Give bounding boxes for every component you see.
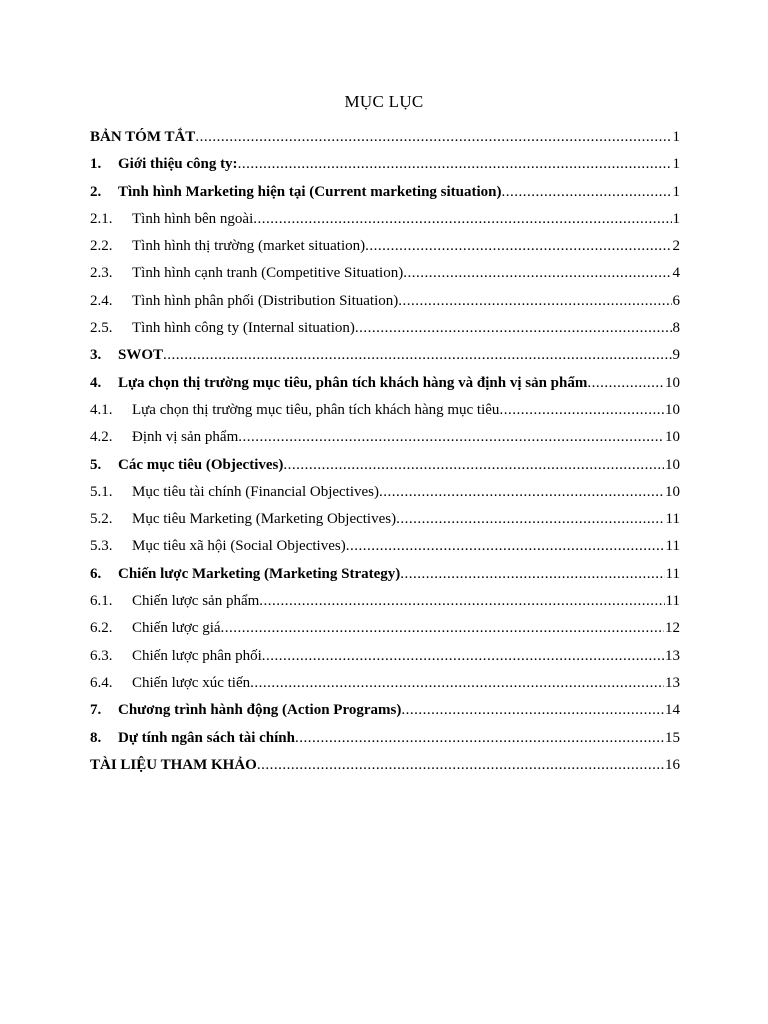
toc-dot-leader xyxy=(398,288,671,315)
toc-entry-page-number: 9 xyxy=(672,347,680,364)
toc-entry[interactable] xyxy=(90,124,680,151)
toc-entry-number: 7. xyxy=(90,702,102,719)
table-of-contents xyxy=(90,124,680,779)
toc-entry-page-number: 10 xyxy=(665,401,680,418)
toc-entry-label: Chiến lược Marketing (Marketing Strategy) xyxy=(118,565,401,582)
toc-entry-number: 5.3. xyxy=(90,538,113,555)
toc-entry-page-number: 8 xyxy=(672,320,680,337)
toc-entry[interactable] xyxy=(90,588,680,615)
toc-entry-number: 4. xyxy=(90,374,102,391)
toc-dot-leader xyxy=(262,643,664,670)
toc-entry-label: Tình hình cạnh tranh (Competitive Situation) xyxy=(132,265,404,282)
toc-entry[interactable] xyxy=(90,397,680,424)
toc-entry[interactable] xyxy=(90,615,680,642)
toc-entry-page-number: 4 xyxy=(672,265,680,282)
toc-entry-label: Tình hình công ty (Internal situation) xyxy=(132,320,355,337)
toc-entry-label: Các mục tiêu (Objectives) xyxy=(118,456,284,473)
toc-dot-leader xyxy=(401,697,664,724)
toc-entry-number: 6.1. xyxy=(90,593,113,610)
toc-entry-label: Chiến lược sản phẩm xyxy=(132,593,260,610)
toc-entry-page-number: 1 xyxy=(672,129,680,145)
toc-entry-page-number: 10 xyxy=(665,429,680,446)
toc-entry-label: BẢN TÓM TẮT xyxy=(90,129,196,145)
toc-entry-label: Mục tiêu xã hội (Social Objectives) xyxy=(132,538,346,555)
toc-entry-page-number: 10 xyxy=(665,456,680,473)
toc-entry-page-number: 15 xyxy=(665,729,680,746)
toc-entry[interactable] xyxy=(90,533,680,560)
toc-entry-number: 2.5. xyxy=(90,320,113,337)
toc-entry-number: 6.2. xyxy=(90,620,113,637)
toc-entry[interactable] xyxy=(90,151,680,178)
toc-dot-leader xyxy=(346,533,665,560)
toc-entry[interactable] xyxy=(90,370,680,397)
toc-entry[interactable] xyxy=(90,260,680,287)
toc-dot-leader xyxy=(250,670,664,697)
toc-entry-page-number: 14 xyxy=(665,702,680,719)
toc-entry-label: Mục tiêu tài chính (Financial Objectives) xyxy=(132,483,380,500)
toc-entry-page-number: 12 xyxy=(665,620,680,637)
toc-entry-label: SWOT xyxy=(118,347,164,364)
toc-entry-number: 4.1. xyxy=(90,401,113,418)
toc-dot-leader xyxy=(379,479,664,506)
toc-entry[interactable] xyxy=(90,342,680,369)
toc-entry-number: 2.3. xyxy=(90,265,113,282)
toc-entry[interactable] xyxy=(90,697,680,724)
toc-entry-number: 5.2. xyxy=(90,511,113,528)
toc-title: MỤC LỤC xyxy=(344,92,424,111)
toc-dot-leader xyxy=(238,151,672,178)
toc-entry-label: Tình hình Marketing hiện tại (Current marketing situation) xyxy=(118,183,502,200)
toc-dot-leader xyxy=(295,725,664,752)
toc-entry-label: Dự tính ngân sách tài chính xyxy=(118,729,295,746)
toc-entry[interactable] xyxy=(90,670,680,697)
toc-entry[interactable] xyxy=(90,288,680,315)
toc-entry[interactable] xyxy=(90,506,680,533)
toc-dot-leader xyxy=(283,452,664,479)
toc-entry-number: 6. xyxy=(90,565,102,582)
toc-dot-leader xyxy=(365,233,671,260)
toc-entry-page-number: 10 xyxy=(665,374,680,391)
toc-entry[interactable] xyxy=(90,233,680,260)
toc-entry-label: Giới thiệu công ty: xyxy=(118,156,238,173)
toc-entry[interactable] xyxy=(90,725,680,752)
toc-entry-number: 6.3. xyxy=(90,647,113,664)
toc-dot-leader xyxy=(396,506,664,533)
toc-entry-label: Chương trình hành động (Action Programs) xyxy=(118,702,402,719)
toc-entry-label: Chiến lược xúc tiến xyxy=(132,674,251,691)
toc-entry-label: Chiến lược giá xyxy=(132,620,221,637)
toc-dot-leader xyxy=(259,588,664,615)
toc-entry-label: Mục tiêu Marketing (Marketing Objectives) xyxy=(132,511,397,528)
toc-dot-leader xyxy=(257,752,664,779)
toc-entry[interactable] xyxy=(90,179,680,206)
toc-entry-page-number: 6 xyxy=(672,292,680,309)
toc-dot-leader xyxy=(238,424,664,451)
toc-entry-page-number: 11 xyxy=(665,511,680,528)
toc-dot-leader xyxy=(221,615,664,642)
toc-dot-leader xyxy=(355,315,672,342)
toc-entry-label: Lựa chọn thị trường mục tiêu, phân tích khách hàng và định vị sản phẩm xyxy=(118,374,588,391)
toc-entry-label: Chiến lược phân phối xyxy=(132,647,262,664)
toc-entry-number: 5. xyxy=(90,456,102,473)
toc-entry-number: 4.2. xyxy=(90,429,113,446)
toc-dot-leader xyxy=(195,124,671,151)
toc-dot-leader xyxy=(499,397,664,424)
toc-dot-leader xyxy=(403,260,671,287)
toc-entry-number: 8. xyxy=(90,729,102,746)
toc-entry[interactable] xyxy=(90,561,680,588)
toc-entry-page-number: 1 xyxy=(672,156,680,173)
toc-entry-number: 6.4. xyxy=(90,674,113,691)
toc-entry[interactable] xyxy=(90,643,680,670)
toc-entry[interactable] xyxy=(90,315,680,342)
toc-entry-page-number: 11 xyxy=(665,538,680,555)
toc-dot-leader xyxy=(502,179,672,206)
toc-entry-number: 1. xyxy=(90,156,102,173)
toc-dot-leader xyxy=(400,561,664,588)
toc-entry[interactable] xyxy=(90,452,680,479)
toc-entry-number: 2. xyxy=(90,183,102,200)
toc-entry[interactable] xyxy=(90,479,680,506)
toc-entry[interactable] xyxy=(90,206,680,233)
toc-dot-leader xyxy=(253,206,671,233)
toc-entry-number: 2.4. xyxy=(90,292,113,309)
toc-dot-leader xyxy=(163,342,671,369)
toc-entry-page-number: 2 xyxy=(672,238,680,255)
toc-entry[interactable] xyxy=(90,752,680,779)
toc-dot-leader xyxy=(587,370,664,397)
toc-entry-label: Định vị sản phẩm xyxy=(132,429,239,446)
toc-entry-page-number: 11 xyxy=(665,565,680,582)
toc-entry-number: 2.1. xyxy=(90,210,113,227)
toc-entry-page-number: 1 xyxy=(672,210,680,227)
toc-entry-label: Tình hình bên ngoài xyxy=(132,210,254,227)
toc-entry-page-number: 1 xyxy=(672,183,680,200)
toc-entry[interactable] xyxy=(90,424,680,451)
toc-entry-label: Tình hình phân phối (Distribution Situation) xyxy=(132,292,399,309)
toc-entry-number: 2.2. xyxy=(90,238,113,255)
toc-entry-page-number: 11 xyxy=(665,593,680,610)
toc-entry-page-number: 16 xyxy=(665,756,680,773)
toc-entry-label: TÀI LIỆU THAM KHẢO xyxy=(90,756,257,773)
toc-entry-page-number: 13 xyxy=(665,674,680,691)
toc-entry-number: 3. xyxy=(90,347,102,364)
toc-entry-page-number: 10 xyxy=(665,483,680,500)
toc-entry-label: Lựa chọn thị trường mục tiêu, phân tích khách hàng mục tiêu xyxy=(132,401,500,418)
toc-entry-page-number: 13 xyxy=(665,647,680,664)
toc-entry-number: 5.1. xyxy=(90,483,113,500)
toc-entry-label: Tình hình thị trường (market situation) xyxy=(132,238,366,255)
